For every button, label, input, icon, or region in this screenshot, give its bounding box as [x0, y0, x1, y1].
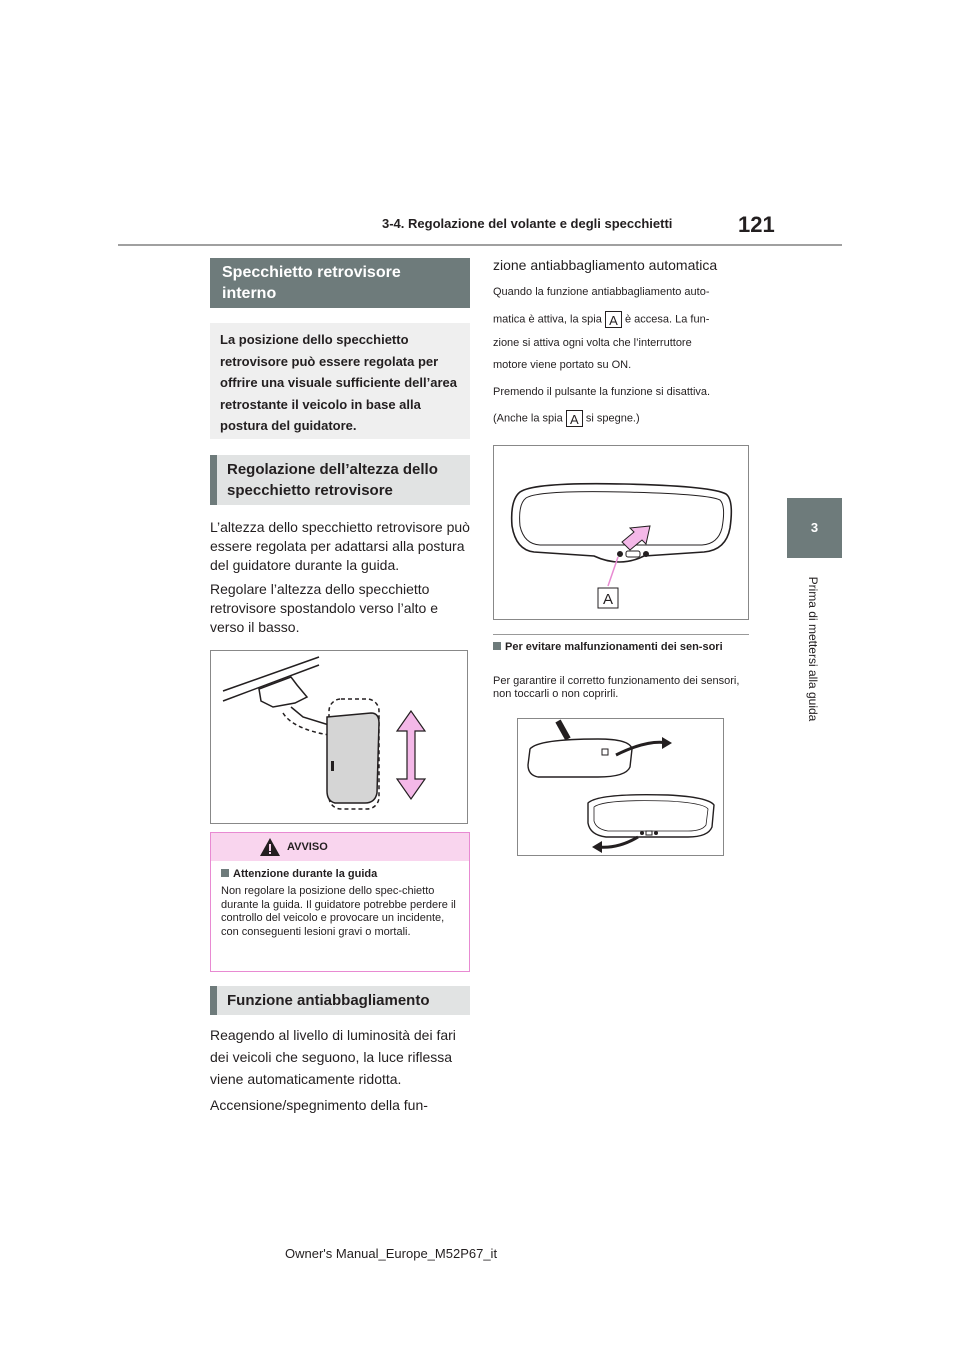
warning-triangle-icon [259, 837, 281, 857]
indicator-a-label-2: A [566, 410, 583, 427]
warning-item-title [221, 868, 377, 880]
warning-box [210, 832, 470, 972]
height-adjust-heading: Regolazione dell’altezza dello specchietto retrovisore [210, 455, 470, 505]
mirror-height-figure [210, 650, 468, 824]
chapter-tab: 3 [787, 498, 842, 558]
bullet-square-icon [493, 642, 501, 650]
antiglare-heading: Funzione antiabbagliamento [210, 986, 470, 1015]
warning-label: AVVISO [287, 841, 328, 853]
mirror-indicator-illustration [494, 446, 748, 619]
right-p1-line-4: motore viene portato su ON. [493, 359, 632, 371]
right-p3-start: (Anche la spia [493, 412, 563, 425]
antiglare-paragraph-1: Reagendo al livello di luminosità dei fari dei veicoli che seguono, la luce riflessa viene automaticamente ridotta. [210, 1027, 456, 1087]
warning-item-text: Attenzione durante la guida [233, 868, 378, 880]
right-p3-end: si spegne.) [585, 412, 640, 425]
right-paragraph-3 [493, 410, 640, 427]
header-rule [118, 244, 842, 246]
chapter-title-vertical: Prima di mettersi alla guida [806, 576, 820, 722]
footer-manual-id: Owner's Manual_Europe_M52P67_it [285, 1246, 498, 1261]
page-number: 121 [738, 212, 775, 237]
right-p1-line-3: zione si attiva ogni volta che l’interruttore [493, 337, 692, 349]
figure-label-a: A [602, 591, 614, 608]
antiglare-paragraph-2: Accensione/spegnimento della fun- [210, 1097, 428, 1113]
note-rule [493, 634, 749, 635]
height-paragraph-1: L’altezza dello specchietto retrovisore può essere regolata per adattarsi alla postura del guidatore durante la guida. [210, 519, 470, 573]
mirror-height-illustration [211, 651, 467, 823]
height-paragraph-2: Regolare l’altezza dello specchietto retrovisore spostandolo verso l’alto e verso il basso. [210, 581, 439, 635]
note-title [493, 641, 749, 654]
bullet-square-icon [221, 869, 229, 877]
warning-header [211, 833, 469, 861]
right-p1-line-1: Quando la funzione antiabbagliamento auto- [493, 286, 710, 298]
warning-body: Non regolare la posizione dello spec-chietto durante la guida. Il guidatore potrebbe perdere il controllo del veicolo e provocare un incidente, con conseguenti lesioni gravi o mortali. [221, 885, 456, 938]
right-p1-line-2 [493, 311, 709, 328]
note-title-text: Per evitare malfunzionamenti dei sen-sori [505, 641, 723, 653]
sensor-figure [517, 718, 724, 856]
section-title: 3-4. Regolazione del volante e degli specchietti [382, 216, 673, 231]
sensor-illustration [518, 719, 723, 855]
right-paragraph-2: Premendo il pulsante la funzione si disattiva. [493, 386, 711, 398]
right-p1-line-2-start: matica è attiva, la spia [493, 313, 602, 326]
right-p1-line-2-end: è accesa. La fun- [624, 313, 710, 326]
intro-box: La posizione dello specchietto retrovisore può essere regolata per offrire una visuale sufficiente dell’area retrostante il veicolo in base alla postura del guidatore. [210, 323, 470, 439]
main-heading: Specchietto retrovisore interno [210, 258, 470, 308]
mirror-indicator-figure [493, 445, 749, 620]
note-body: Per garantire il corretto funzionamento dei sensori, non toccarli o non coprirli. [493, 675, 740, 700]
antiglare-continuation: zione antiabbagliamento automatica [493, 257, 718, 273]
indicator-a-label: A [605, 311, 622, 328]
